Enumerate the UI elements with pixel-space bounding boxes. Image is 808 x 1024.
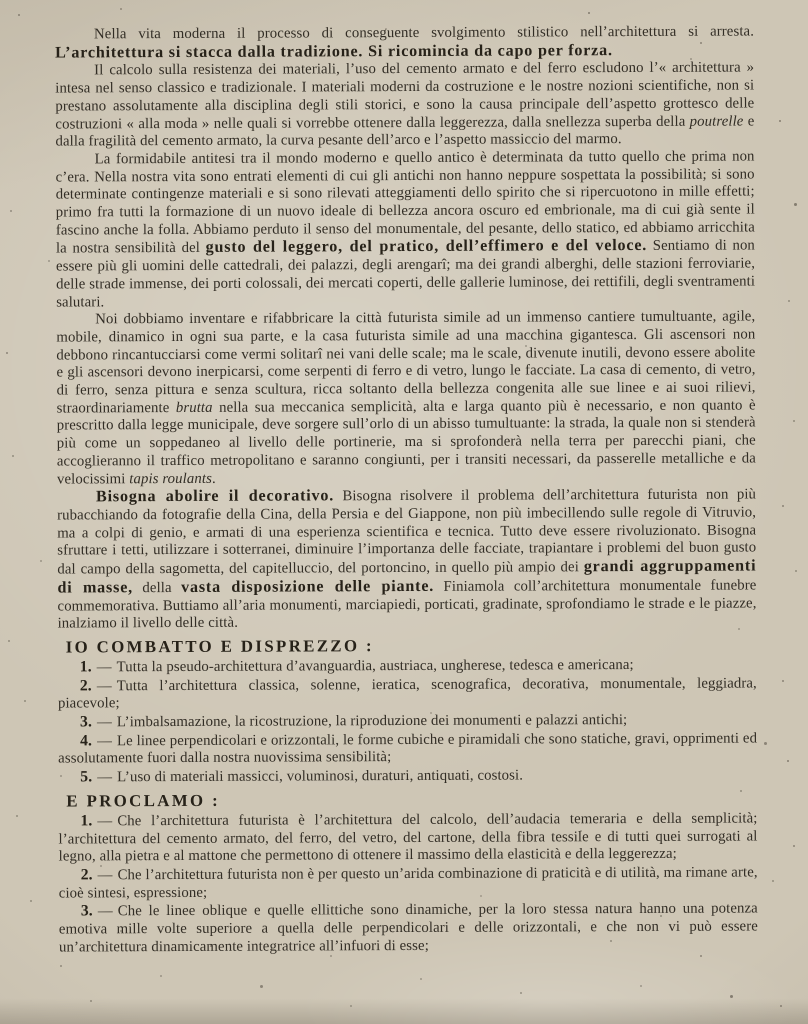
list-item — [59, 900, 758, 957]
paragraph — [57, 486, 757, 634]
paper-speck — [793, 420, 795, 422]
paper-speck — [48, 260, 50, 262]
item-dash: — — [97, 867, 113, 884]
list-item — [58, 674, 757, 713]
paper-speck — [793, 845, 795, 847]
text-run: Tutta la pseudo-architettura d’avanguardia, austriaca, ungherese, tedesca e americana; — [116, 656, 634, 676]
paragraph — [56, 309, 756, 489]
text-run: L’imbalsamazione, la ricostruzione, la riproduzione dei monumenti e palazzi antichi; — [116, 712, 628, 731]
text-run: Bisogna risolvere il problema dell’architettura futurista non più rubacchiando da fotografie della Cina, della Persia e del Giappone, non più imbecillendo sulle regole di Vitruvio, ma a colpi di genio, e armati di una esperienza scientifica e tecnica. Tutto deve essere rivoluzionato. Bisogna sfruttare i tetti, utilizzare i sotterranei, diminuire l’importanza delle facciate, trapiantare i problemi del buon gusto dal campo della sagometta, del capitelluccio, del portoncino, in quello più ampio dei — [57, 486, 757, 578]
paragraph — [55, 60, 754, 152]
paper-speck — [730, 995, 733, 998]
paper-speck — [764, 742, 767, 745]
paper-speck — [788, 300, 790, 302]
paper-speck — [16, 815, 18, 817]
paper-speck — [12, 455, 14, 457]
bold-text-run: gusto del leggero, del pratico, dell’effimero e del veloce. — [205, 237, 648, 257]
text-run: Che l’architettura futurista non è per questo un’arida combinazione di praticità e di utilità, ma rimane arte, cioè sintesi, espressione; — [58, 864, 758, 902]
paper-speck — [18, 14, 20, 16]
paper-speck — [779, 120, 781, 122]
paper-speck — [588, 12, 590, 14]
heading-text: IO COMBATTO E DISPREZZO : — [65, 636, 375, 657]
italic-text-run: tapis roulants — [129, 470, 212, 487]
paper-speck — [795, 570, 797, 572]
text-run: Le linee perpendicolari e orizzontali, le forme cubiche e piramidali che sono statiche, gravi, opprimenti ed assolutamente fuori dalla nostra nuovissima sensibilità; — [58, 730, 758, 767]
bold-text-run: grandi aggruppamenti di masse, — [57, 557, 757, 597]
list-item — [58, 729, 757, 768]
manifesto-text — [55, 23, 758, 956]
text-run: Il calcolo sulla resistenza dei materiali, l’uso del cemento armato e del ferro escludono l’« architettura » intesa nel senso classico e tradizionale. I materiali moderni da costruzione e le nostre nozioni scientifiche, non si prestano assolutamente alla disciplina degli stili storici, e sono la causa principale dell’aspetto grottesco delle costruzioni « alla moda » nelle quali si vorrebbe ottenere dalla leggerezza, dalla snellezza superba della — [55, 59, 755, 133]
paper-speck — [8, 640, 10, 642]
text-run: Tutta l’architettura classica, solenne, ieratica, scenografica, decorativa, monumentale, leggiadra, piacevole; — [57, 675, 757, 712]
item-number: 5. — [80, 768, 93, 786]
paper-speck — [24, 700, 26, 702]
text-run: Noi dobbiamo inventare e rifabbricare la città futurista simile ad un immenso cantiere tumultuante, agile, mobile, dinamico in ogni sua parte, e la casa futurista simile ad una macchina gigantesca. Gli ascensori non debbono rincantucciarsi come vermi solitarî nei vani delle scale; ma le scale, divenute inutili, devono essere abolite e gli ascensori devono inerpicarsi, come serpenti di ferro e di vetro, lungo le facciate. La casa di cemento, di vetro, di ferro, senza pittura e senza scultura, ricca soltanto della bellezza congenita alle sue linee e ai suoi rilievi, straordinariamente — [56, 308, 756, 417]
item-number: 1. — [79, 658, 92, 676]
paper-speck — [30, 900, 32, 902]
paragraph — [55, 23, 754, 62]
item-dash: — — [96, 714, 112, 731]
paper-speck — [10, 210, 12, 212]
paper-speck — [350, 1005, 352, 1007]
bold-text-run: L’architettura si stacca dalla tradizione. Si ricomincia da capo per forza. — [55, 41, 613, 62]
text-run: Finiamola coll’architettura monumentale funebre commemorativa. Buttiamo all’aria monumenti, marciapiedi, porticati, gradinate, sprofondiamo le strade e le piazze, inalziamo il livello delle città. — [57, 577, 757, 632]
heading-text: E PROCLAMO : — [66, 790, 221, 811]
item-number: 3. — [80, 902, 93, 920]
bold-text-run: Bisogna abolire il decorativo. — [95, 487, 335, 506]
paper-speck — [120, 8, 122, 10]
item-dash: — — [96, 677, 112, 694]
paragraph — [56, 148, 756, 311]
section-heading — [58, 634, 757, 656]
bold-text-run: vasta disposizione delle piante. — [181, 577, 435, 596]
text-run: L’uso di materiali massicci, voluminosi, duraturi, antiquati, costosi. — [117, 767, 524, 786]
paper-speck — [794, 203, 797, 206]
text-run: della — [132, 579, 182, 596]
paper-speck — [780, 1005, 782, 1007]
text-run: Sentiamo di non essere più gli uomini delle cattedrali, dei palazzi, degli arengarî; ma dei grandi alberghi, delle stazioni ferroviarie, delle strade immense, dei porti colossali, dei mercati coperti, delle gallerie luminose, dei rettifili, degli sventramenti salutari. — [55, 237, 756, 311]
text-run: La formidabile antitesi tra il mondo moderno e quello antico è determinata da tutto quello che prima non c’era. Nella nostra vita sono entrati elementi di cui gli antichi non hanno neppure sospettata la possibilità; si sono determinate contingenze materiali e si sono rilevati atteggiamenti dello spirito che si ripercuotono in mille effetti; primo fra tutti la formazione di un nuovo ideale di bellezza ancora oscuro ed embrionale, ma di cui già sente il fascino anche la folla. Abbiamo perduto il senso del monumentale, del pesante, dello statico, ed abbiamo arricchita la nostra sensibilità del — [55, 148, 755, 257]
item-number: 1. — [80, 812, 93, 830]
item-number: 2. — [80, 866, 93, 884]
paper-speck — [520, 992, 522, 994]
paper-speck — [787, 760, 789, 762]
text-run: . — [211, 470, 216, 487]
paper-speck — [6, 352, 8, 354]
italic-text-run: poutrelle — [689, 113, 744, 130]
item-dash: — — [97, 813, 113, 830]
text-run: Nella vita moderna il processo di conseguente svolgimento stilistico nell’architettura si arresta. — [93, 23, 755, 43]
item-dash: — — [97, 903, 113, 920]
paper-speck — [782, 680, 784, 682]
paper-speck — [260, 985, 263, 988]
list-item — [59, 863, 758, 902]
paper-speck — [772, 880, 774, 882]
italic-text-run: brutta — [175, 399, 213, 416]
item-dash: — — [97, 733, 113, 750]
text-run: Che l’architettura futurista è l’architettura del calcolo, dell’audacia temeraria e della semplicità; l’architettura del cemento armato, del ferro, del vetro, del cartone, della fibra tessile e di tutti quei surrogati al legno, alla pietra e al mattone che permettono di ottenere il massimo della elasticità e della leggerezza; — [58, 810, 758, 865]
section-heading — [58, 788, 757, 810]
paper-speck — [700, 955, 702, 957]
paper-speck — [40, 560, 42, 562]
text-run: Che le linee oblique e quelle ellittiche sono dinamiche, per la loro stessa natura hanno una potenza emotiva mille volte superiore a quella delle perpendicolari e delle orizzontali, e che non vi può essere un’architettura dinamicamente integratrice all’infuori di esse; — [58, 900, 758, 956]
text-run: nella sua meccanica semplicità, alta e larga quanto più è necessario, e non quanto è prescritto dalla legge municipale, deve sorgere sull’orlo di un abisso tumultuante: la strada, la quale non si stenderà più come un soppedaneo al livello delle portinerie, ma si sprofonderà nella terra per parecchi piani, che accoglieranno il traffico metropolitano e saranno congiunti, per i transiti necessari, da passerelle metalliche e da velocissimi — [56, 397, 756, 488]
item-dash: — — [96, 659, 112, 676]
list-item — [58, 809, 757, 866]
paper-speck — [160, 975, 162, 977]
item-number: 3. — [79, 713, 93, 731]
paper-speck — [782, 505, 784, 507]
paper-speck — [60, 965, 62, 967]
item-number: 4. — [80, 732, 93, 750]
text-run: e dalla fragilità del cemento armato, la curva pesante dell’arco e l’aspetto massiccio del marmo. — [55, 112, 755, 150]
paper-speck — [90, 1000, 92, 1002]
list-item — [58, 766, 757, 788]
item-dash: — — [97, 769, 113, 786]
paper-speck — [640, 985, 642, 987]
paper-speck — [420, 978, 422, 980]
item-number: 2. — [79, 676, 92, 695]
